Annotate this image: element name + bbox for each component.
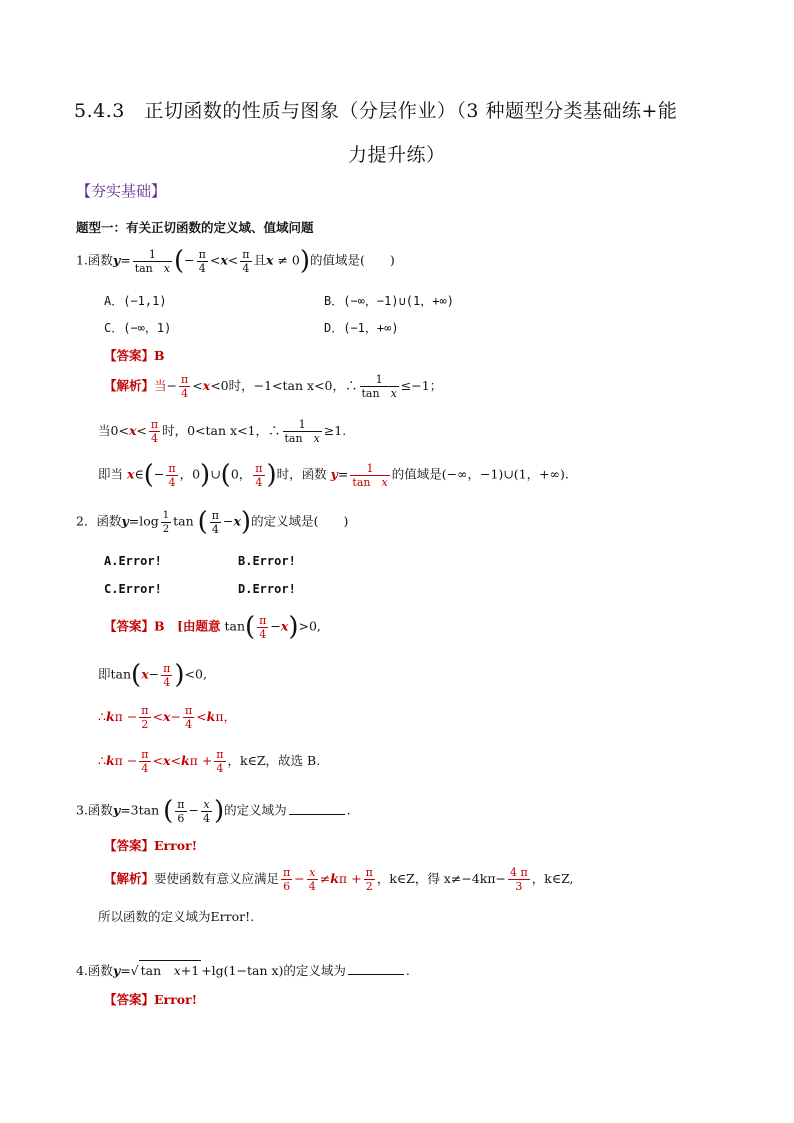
q3-analysis: 【解析】要使函数有意义应满足 $\frac{\pi}{6}$ − $\frac{x}{4}$ ≠kπ + $\frac{\pi}{2}$ ，k∈Z，得 x≠−4kπ− $\frac{4 \pi}{3}$ ，k∈Z, (104, 866, 574, 893)
q1-analysis-line1: 【解析】当− $\frac{\pi}{4}$ <x<0时，−1<tan x<0，∴ $\frac{1}{\text{tan x}}$ ≤−1； (104, 373, 443, 400)
q2-option-a[interactable]: A.Error! (104, 554, 162, 568)
q3-answer-blank[interactable] (289, 814, 345, 815)
q2-analysis-line2: 即tan(x− $\frac{\pi}{4}$ )<0, (98, 660, 207, 690)
q1-option-c[interactable]: C．(−∞，1) (104, 321, 172, 335)
q2-option-b[interactable]: B.Error! (238, 554, 296, 568)
q3-stem: 3.函数y=3tan ( $\frac{\pi}{6}$ − $\frac{x}{4}$ )的定义域为 . (76, 796, 351, 826)
q1-fraction: $\frac{1}{\text{tan x}}$ (134, 247, 170, 275)
q1-option-d[interactable]: D．(−1，+∞) (324, 321, 399, 335)
q1-option-b[interactable]: B．(−∞，−1)∪(1，+∞) (324, 294, 454, 308)
page-title: 5.4.3 正切函数的性质与图象（分层作业）（3 种题型分类基础练+能 (74, 100, 678, 122)
q1-analysis-line2: 当0<x< $\frac{\pi}{4}$ 时，0<tan x<1，∴ $\frac{1}{\text{tan x}}$ ≥1. (98, 418, 347, 445)
q1-tail: 的值域是( ) (310, 252, 395, 268)
q2-analysis-line3: ∴kπ − $\frac{\pi}{2}$ <x− $\frac{\pi}{4}$ <kπ， (98, 704, 237, 731)
q1-analysis-line3: 即当 x∈(− $\frac{\pi}{4}$ ，0)∪(0， $\frac{\pi}{4}$ )时，函数 y= $\frac{1}{\text{tan x}}$ 的值域是(−∞，−1)∪(1，+∞). (98, 460, 569, 490)
q4-answer: 【答案】Error! (104, 992, 198, 1007)
q2-option-d[interactable]: D.Error! (238, 582, 296, 596)
q4-answer-blank[interactable] (348, 974, 404, 975)
q3-conclusion: 所以函数的定义域为Error!. (98, 909, 255, 924)
q2-stem: 2．函数y=log $\frac{1}{2}$ tan ( $\frac{\pi}{4}$ −x)的定义域是( ) (76, 507, 349, 537)
q2-option-c[interactable]: C.Error! (104, 582, 162, 596)
q1-answer: 【答案】B (104, 348, 165, 363)
q1-prefix: 1.函数 (76, 252, 113, 268)
q1-stem: 1.函数y= $\frac{1}{\text{tan x}}$ (− $\frac{\pi}{4}$ <x< $\frac{\pi}{4}$ 且x ≠ 0)的值域是( ) (76, 246, 395, 276)
q4-stem: 4.函数y=√ tan x+1 +lg(1−tan x)的定义域为 . (76, 960, 410, 979)
section-heading: 【夯实基础】 (76, 182, 167, 200)
question-type-heading: 题型一：有关正切函数的定义域、值域问题 (76, 220, 314, 235)
q1-option-a[interactable]: A．(−1,1) (104, 294, 167, 308)
q2-analysis-line4: ∴kπ − $\frac{\pi}{4}$ <x<kπ + $\frac{\pi}{4}$ ，k∈Z，故选 B. (98, 748, 321, 775)
q3-answer: 【答案】Error! (104, 838, 198, 853)
page-title-line2: 力提升练） (348, 144, 446, 166)
q2-answer: 【答案】B [由题意 tan( $\frac{\pi}{4}$ −x)>0, (104, 612, 321, 642)
